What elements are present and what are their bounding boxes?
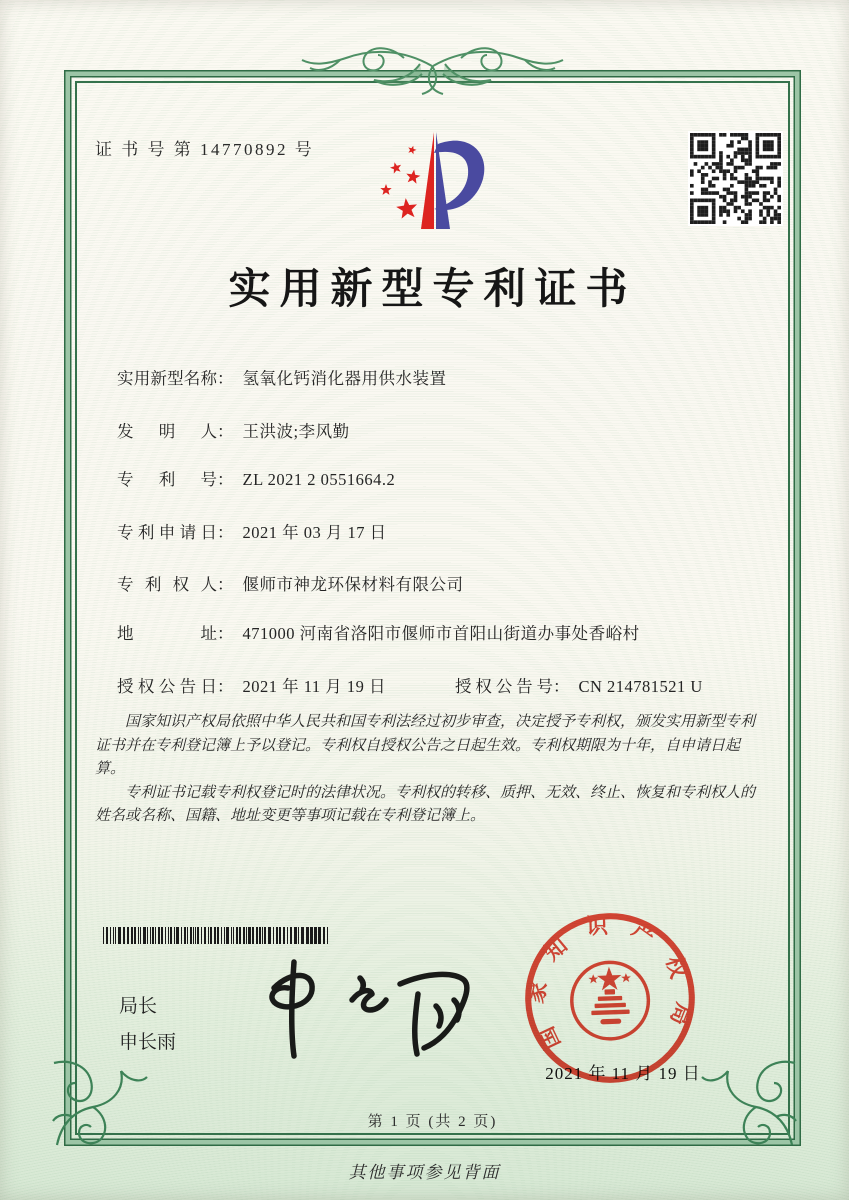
field-row-address — [117, 620, 640, 644]
field-value: 2021 年 03 月 17 日 — [242, 523, 387, 542]
field-row-utility-name — [117, 365, 447, 389]
field-colon: ： — [217, 624, 234, 643]
director-signature — [248, 948, 478, 1063]
field-value: 偃师市神龙环保材料有限公司 — [242, 575, 464, 594]
field-label: 实用新型名称 — [117, 369, 217, 388]
field-value: CN 214781521 U — [578, 677, 703, 696]
field-label: 专利权人 — [117, 575, 217, 594]
field-label: 专利号 — [117, 470, 217, 489]
top-flourish-ornament — [300, 36, 565, 106]
field-row-grant-date — [117, 673, 703, 697]
director-name: 申长雨 — [119, 1032, 177, 1053]
barcode — [103, 927, 333, 944]
seal-text: 国家知识产权局 — [523, 913, 697, 1053]
legal-paragraph-1: 国家知识产权局依照中华人民共和国专利法经过初步审查，决定授予专利权，颁发实用新型专利证书并在专利登记簿上予以登记。专利权自授权公告之日起生效。专利权期限为十年，自申请日起算。 — [95, 714, 756, 778]
field-colon: ： — [217, 677, 234, 696]
page-number: 第 1 页 (共 2 页) — [367, 1114, 498, 1130]
field-row-filing-date — [117, 519, 387, 543]
director-title: 局长 — [119, 996, 158, 1017]
field-label: 地址 — [117, 624, 217, 643]
seal-national-emblem — [570, 961, 649, 1040]
field-row-patent-number — [117, 466, 395, 490]
field-label: 授权公告号 — [455, 677, 553, 696]
field-colon: ： — [217, 523, 234, 542]
field-colon: ： — [217, 470, 234, 489]
field-value: 氢氧化钙消化器用供水装置 — [242, 369, 447, 388]
field-colon: ： — [553, 677, 570, 696]
field-value: 471000 河南省洛阳市偃师市首阳山街道办事处香峪村 — [242, 624, 640, 643]
field-value: 2021 年 11 月 19 日 — [242, 677, 387, 696]
certificate-title: 实用新型专利证书 — [228, 267, 637, 313]
legal-paragraph-2: 专利证书记载专利权登记时的法律状况。专利权的转移、质押、无效、终止、恢复和专利权人的姓名或名称、国籍、地址变更等事项记载在专利登记簿上。 — [95, 784, 756, 825]
field-label: 发明人 — [117, 422, 217, 441]
field-label: 授权公告日 — [117, 677, 217, 696]
certificate-number: 证 书 号 第 14770892 号 — [95, 140, 315, 159]
seal-graphics — [520, 911, 700, 1083]
field-value: ZL 2021 2 0551664.2 — [242, 470, 396, 489]
qr-code — [688, 131, 783, 226]
back-side-note: 其他事项参见背面 — [348, 1163, 501, 1182]
field-grant-number — [455, 673, 703, 697]
field-colon: ： — [217, 369, 234, 388]
logo-spike-red — [421, 132, 434, 229]
logo-stars — [380, 146, 420, 219]
field-colon: ： — [217, 575, 234, 594]
seal-date: 2021 年 11 月 19 日 — [545, 1064, 701, 1083]
bottom-left-flourish-ornament — [49, 1055, 149, 1150]
field-label: 专利申请日 — [117, 523, 217, 542]
field-row-inventors — [117, 418, 350, 442]
field-row-patentee — [117, 571, 464, 595]
field-colon: ： — [217, 422, 234, 441]
legal-text-block — [95, 711, 759, 829]
field-value: 王洪波;李风勤 — [242, 422, 350, 441]
cnipa-logo-icon — [368, 124, 493, 236]
